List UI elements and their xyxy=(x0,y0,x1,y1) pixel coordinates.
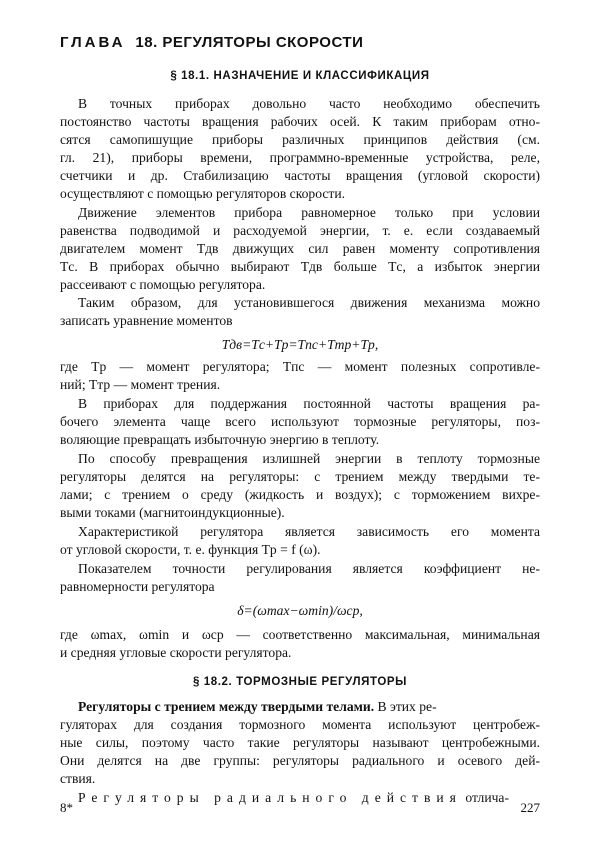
text-line: и средняя угловые скорости регулятора. xyxy=(60,645,292,660)
text-line: Они делятся на две группы: регуляторы радиального и осевого дей- xyxy=(60,753,540,768)
text-line: сятся самопишущие приборы различных принципов действия (см. xyxy=(60,132,540,147)
text-line: ные силы, поэтому часто такие регуляторы называют центробежными. xyxy=(60,735,540,750)
text-line: лами; с трением о среду (жидкость и воздух); с торможением вихре- xyxy=(60,487,540,502)
text-line: выми токами (магнитоиндукционные). xyxy=(60,505,285,520)
text-line: гуляторах для создания тормозного момента используют центробеж- xyxy=(60,717,540,732)
text-line: двигателем момент Tдв движущих сил равен моменту сопротивления xyxy=(60,241,540,256)
text-line: постоянство частоты вращения рабочих осей. К таким приборам отно- xyxy=(60,114,540,129)
text-line: В приборах для поддержания постоянной частоты вращения ра- xyxy=(78,396,540,411)
text-line: где ωmax, ωmin и ωср — соответственно максимальная, минимальная xyxy=(60,627,540,642)
text-line: бочего элемента чаще всего используют тормозные регуляторы, поз- xyxy=(60,414,540,429)
text-line: Характеристикой регулятора является зависимость его момента xyxy=(78,524,540,539)
text-line: воляющие превращать избыточную энергию в теплоту. xyxy=(60,432,380,447)
text-line: Показателем точности регулирования является коэффициент не- xyxy=(78,561,540,576)
text-line: регуляторы делятся на регуляторы: с трением между твердыми те- xyxy=(60,469,540,484)
moment-equation: Tдв=Tс+Tр=Tпс+Tтр+Tр, xyxy=(221,337,379,352)
signature-mark: 8* xyxy=(60,800,73,815)
text-line: от угловой скорости, т. е. функция Tр = f (ω). xyxy=(60,542,321,557)
unevenness-formula: δ=(ωmax−ωmin)/ωср, xyxy=(237,603,363,618)
text-line: ний; Tтр — момент трения. xyxy=(60,377,221,392)
text-line xyxy=(60,789,540,807)
text-line: Движение элементов прибора равномерное только при условии xyxy=(78,205,540,220)
text-run: отлича- xyxy=(461,790,509,805)
section-18-2-title: § 18.2. ТОРМОЗНЫЕ РЕГУЛЯТОРЫ xyxy=(192,676,408,688)
text-line: равномерности регулятора xyxy=(60,579,215,594)
text-line: рассеивают с помощью регулятора. xyxy=(60,277,266,292)
text-line: осуществляют с помощью регуляторов скорости. xyxy=(60,186,345,201)
text-line: Таким образом, для установившегося движения механизма можно xyxy=(78,295,540,310)
spaced-term: Регуляторы радиального действия xyxy=(78,790,462,805)
text-line: записать уравнение моментов xyxy=(60,313,233,328)
page-number: 227 xyxy=(520,800,540,815)
text-line: Tс. В приборах обычно выбирают Tдв больше Tс, а избыток энергии xyxy=(60,259,540,274)
text-line: гл. 21), приборы времени, программно-временные устройства, реле, xyxy=(60,150,540,165)
text-line: В точных приборах довольно часто необходимо обеспечить xyxy=(78,96,540,111)
text-line: ствия. xyxy=(60,771,96,786)
chapter-heading xyxy=(60,34,540,51)
section-18-1-title: § 18.1. НАЗНАЧЕНИЕ И КЛАССИФИКАЦИЯ xyxy=(170,70,430,82)
chapter-title: 18. РЕГУЛЯТОРЫ СКОРОСТИ xyxy=(135,34,364,51)
chapter-label: ГЛАВА xyxy=(60,34,126,51)
text-line: По способу превращения излишней энергии в теплоту тормозные xyxy=(78,451,540,466)
text-line: счетчики и др. Стабилизацию частоты вращения (угловой скорости) xyxy=(60,168,540,183)
text-run: В этих ре- xyxy=(374,699,437,714)
text-line: где Tр — момент регулятора; Tпс — момент полезных сопротивле- xyxy=(60,359,540,374)
text-line: равенства подводимой и расходуемой энергии, т. е. если создаваемый xyxy=(60,223,540,238)
run-in-heading: Регуляторы с трением между твердыми телами. xyxy=(78,699,375,714)
text-line xyxy=(60,698,540,716)
